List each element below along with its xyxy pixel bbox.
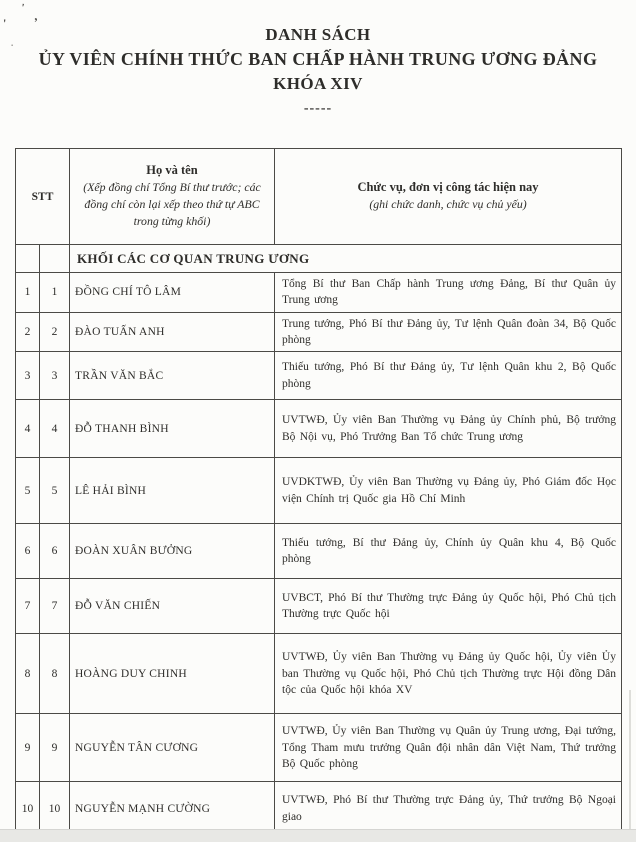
row-number-primary: 3 xyxy=(16,352,40,400)
row-number-secondary: 1 xyxy=(40,273,70,313)
row-number-secondary: 6 xyxy=(40,524,70,579)
row-number-secondary: 10 xyxy=(40,782,70,836)
member-name: ĐÀO TUẤN ANH xyxy=(70,312,275,352)
scan-page-edge xyxy=(629,690,631,830)
member-position: UVDKTWĐ, Ủy viên Ban Thường vụ Đảng ủy, Phó Giám đốc Học viện Chính trị Quốc gia Hồ Chí Minh xyxy=(275,458,622,524)
table-row xyxy=(16,782,622,836)
member-position: Thiếu tướng, Bí thư Đảng ủy, Chính ủy Quân khu 4, Bộ Quốc phòng xyxy=(275,524,622,579)
title-divider: ----- xyxy=(303,100,333,116)
section-empty-cell xyxy=(40,245,70,273)
member-name: ĐỖ VĂN CHIẾN xyxy=(70,579,275,634)
row-number-secondary: 5 xyxy=(40,458,70,524)
table-row xyxy=(16,273,622,313)
member-position: UVTWĐ, Ủy viên Ban Thường vụ Quân ủy Trung ương, Đại tướng, Tổng Tham mưu trưởng Quân đội nhân dân Việt Nam, Thứ trưởng Bộ Quốc phòng xyxy=(275,714,622,782)
member-name: NGUYỄN TÂN CƯƠNG xyxy=(70,714,275,782)
member-name: ĐỖ THANH BÌNH xyxy=(70,400,275,458)
member-name: ĐỒNG CHÍ TÔ LÂM xyxy=(70,273,275,313)
table-header-row xyxy=(16,149,622,245)
stt-column-header: STT xyxy=(16,149,70,245)
row-number-secondary: 7 xyxy=(40,579,70,634)
document-title-line1: DANH SÁCH xyxy=(265,25,371,44)
section-empty-cell xyxy=(16,245,40,273)
table-row xyxy=(16,400,622,458)
row-number-secondary: 3 xyxy=(40,352,70,400)
scan-artifact: ' xyxy=(19,1,26,15)
row-number-primary: 9 xyxy=(16,714,40,782)
row-number-primary: 10 xyxy=(16,782,40,836)
name-header-title: Họ và tên xyxy=(146,162,198,177)
position-column-header xyxy=(275,149,622,245)
member-name: LÊ HẢI BÌNH xyxy=(70,458,275,524)
member-name: TRẦN VĂN BẮC xyxy=(70,352,275,400)
table-row xyxy=(16,714,622,782)
row-number-secondary: 2 xyxy=(40,312,70,352)
row-number-primary: 7 xyxy=(16,579,40,634)
row-number-secondary: 8 xyxy=(40,634,70,714)
member-position: UVTWĐ, Phó Bí thư Thường trực Đảng ủy, Thứ trưởng Bộ Ngoại giao xyxy=(275,782,622,836)
name-column-header xyxy=(70,149,275,245)
member-position: UVTWĐ, Ủy viên Ban Thường vụ Đảng ủy Chính phủ, Bộ trưởng Bộ Nội vụ, Phó Trưởng Ban Tổ chức Trung ương xyxy=(275,400,622,458)
row-number-primary: 4 xyxy=(16,400,40,458)
document-title-line2: ỦY VIÊN CHÍNH THỨC BAN CHẤP HÀNH TRUNG ƯƠNG ĐẢNG xyxy=(38,49,598,70)
row-number-primary: 8 xyxy=(16,634,40,714)
row-number-primary: 6 xyxy=(16,524,40,579)
scan-artifact: , xyxy=(32,8,38,24)
row-number-primary: 5 xyxy=(16,458,40,524)
table-body xyxy=(16,273,622,836)
scan-artifact: . xyxy=(11,38,14,48)
scan-artifact: ' xyxy=(3,16,7,30)
position-header-title: Chức vụ, đơn vị công tác hiện nay xyxy=(357,179,539,194)
member-position: UVBCT, Phó Bí thư Thường trực Đảng ủy Quốc hội, Phó Chủ tịch Thường trực Quốc hội xyxy=(275,579,622,634)
row-number-primary: 1 xyxy=(16,273,40,313)
row-number-primary: 2 xyxy=(16,312,40,352)
row-number-secondary: 4 xyxy=(40,400,70,458)
row-number-secondary: 9 xyxy=(40,714,70,782)
member-name: ĐOÀN XUÂN BƯỞNG xyxy=(70,524,275,579)
name-header-note: (Xếp đồng chí Tổng Bí thư trước; các đồng chí còn lại xếp theo thứ tự ABC trong từng khối) xyxy=(83,179,261,229)
member-position: Tổng Bí thư Ban Chấp hành Trung ương Đảng, Bí thư Quân ủy Trung ương xyxy=(275,273,622,313)
table-row xyxy=(16,312,622,352)
table-row xyxy=(16,579,622,634)
position-header-note: (ghi chức danh, chức vụ chủ yếu) xyxy=(369,196,527,211)
member-position: Trung tướng, Phó Bí thư Đảng ủy, Tư lệnh Quân đoàn 34, Bộ Quốc phòng xyxy=(275,312,622,352)
table-row xyxy=(16,352,622,400)
table-row xyxy=(16,524,622,579)
document-title-line3: KHÓA XIV xyxy=(273,74,363,94)
table-row xyxy=(16,634,622,714)
document-title-block xyxy=(0,0,636,118)
section-row xyxy=(16,245,622,273)
member-position: Thiếu tướng, Phó Bí thư Đảng ủy, Tư lệnh Quân khu 2, Bộ Quốc phòng xyxy=(275,352,622,400)
member-name: NGUYỄN MẠNH CƯỜNG xyxy=(70,782,275,836)
member-position: UVTWĐ, Ủy viên Ban Thường vụ Đảng ủy Quốc hội, Ủy viên Ủy ban Thường vụ Quốc hội, Phó Chủ tịch Thường trực Hội đồng Dân tộc của Quốc hội khóa XV xyxy=(275,634,622,714)
member-name: HOÀNG DUY CHINH xyxy=(70,634,275,714)
members-table xyxy=(15,148,622,836)
table-row xyxy=(16,458,622,524)
section-title: KHỐI CÁC CƠ QUAN TRUNG ƯƠNG xyxy=(70,245,622,273)
scan-bottom-edge xyxy=(0,829,636,842)
